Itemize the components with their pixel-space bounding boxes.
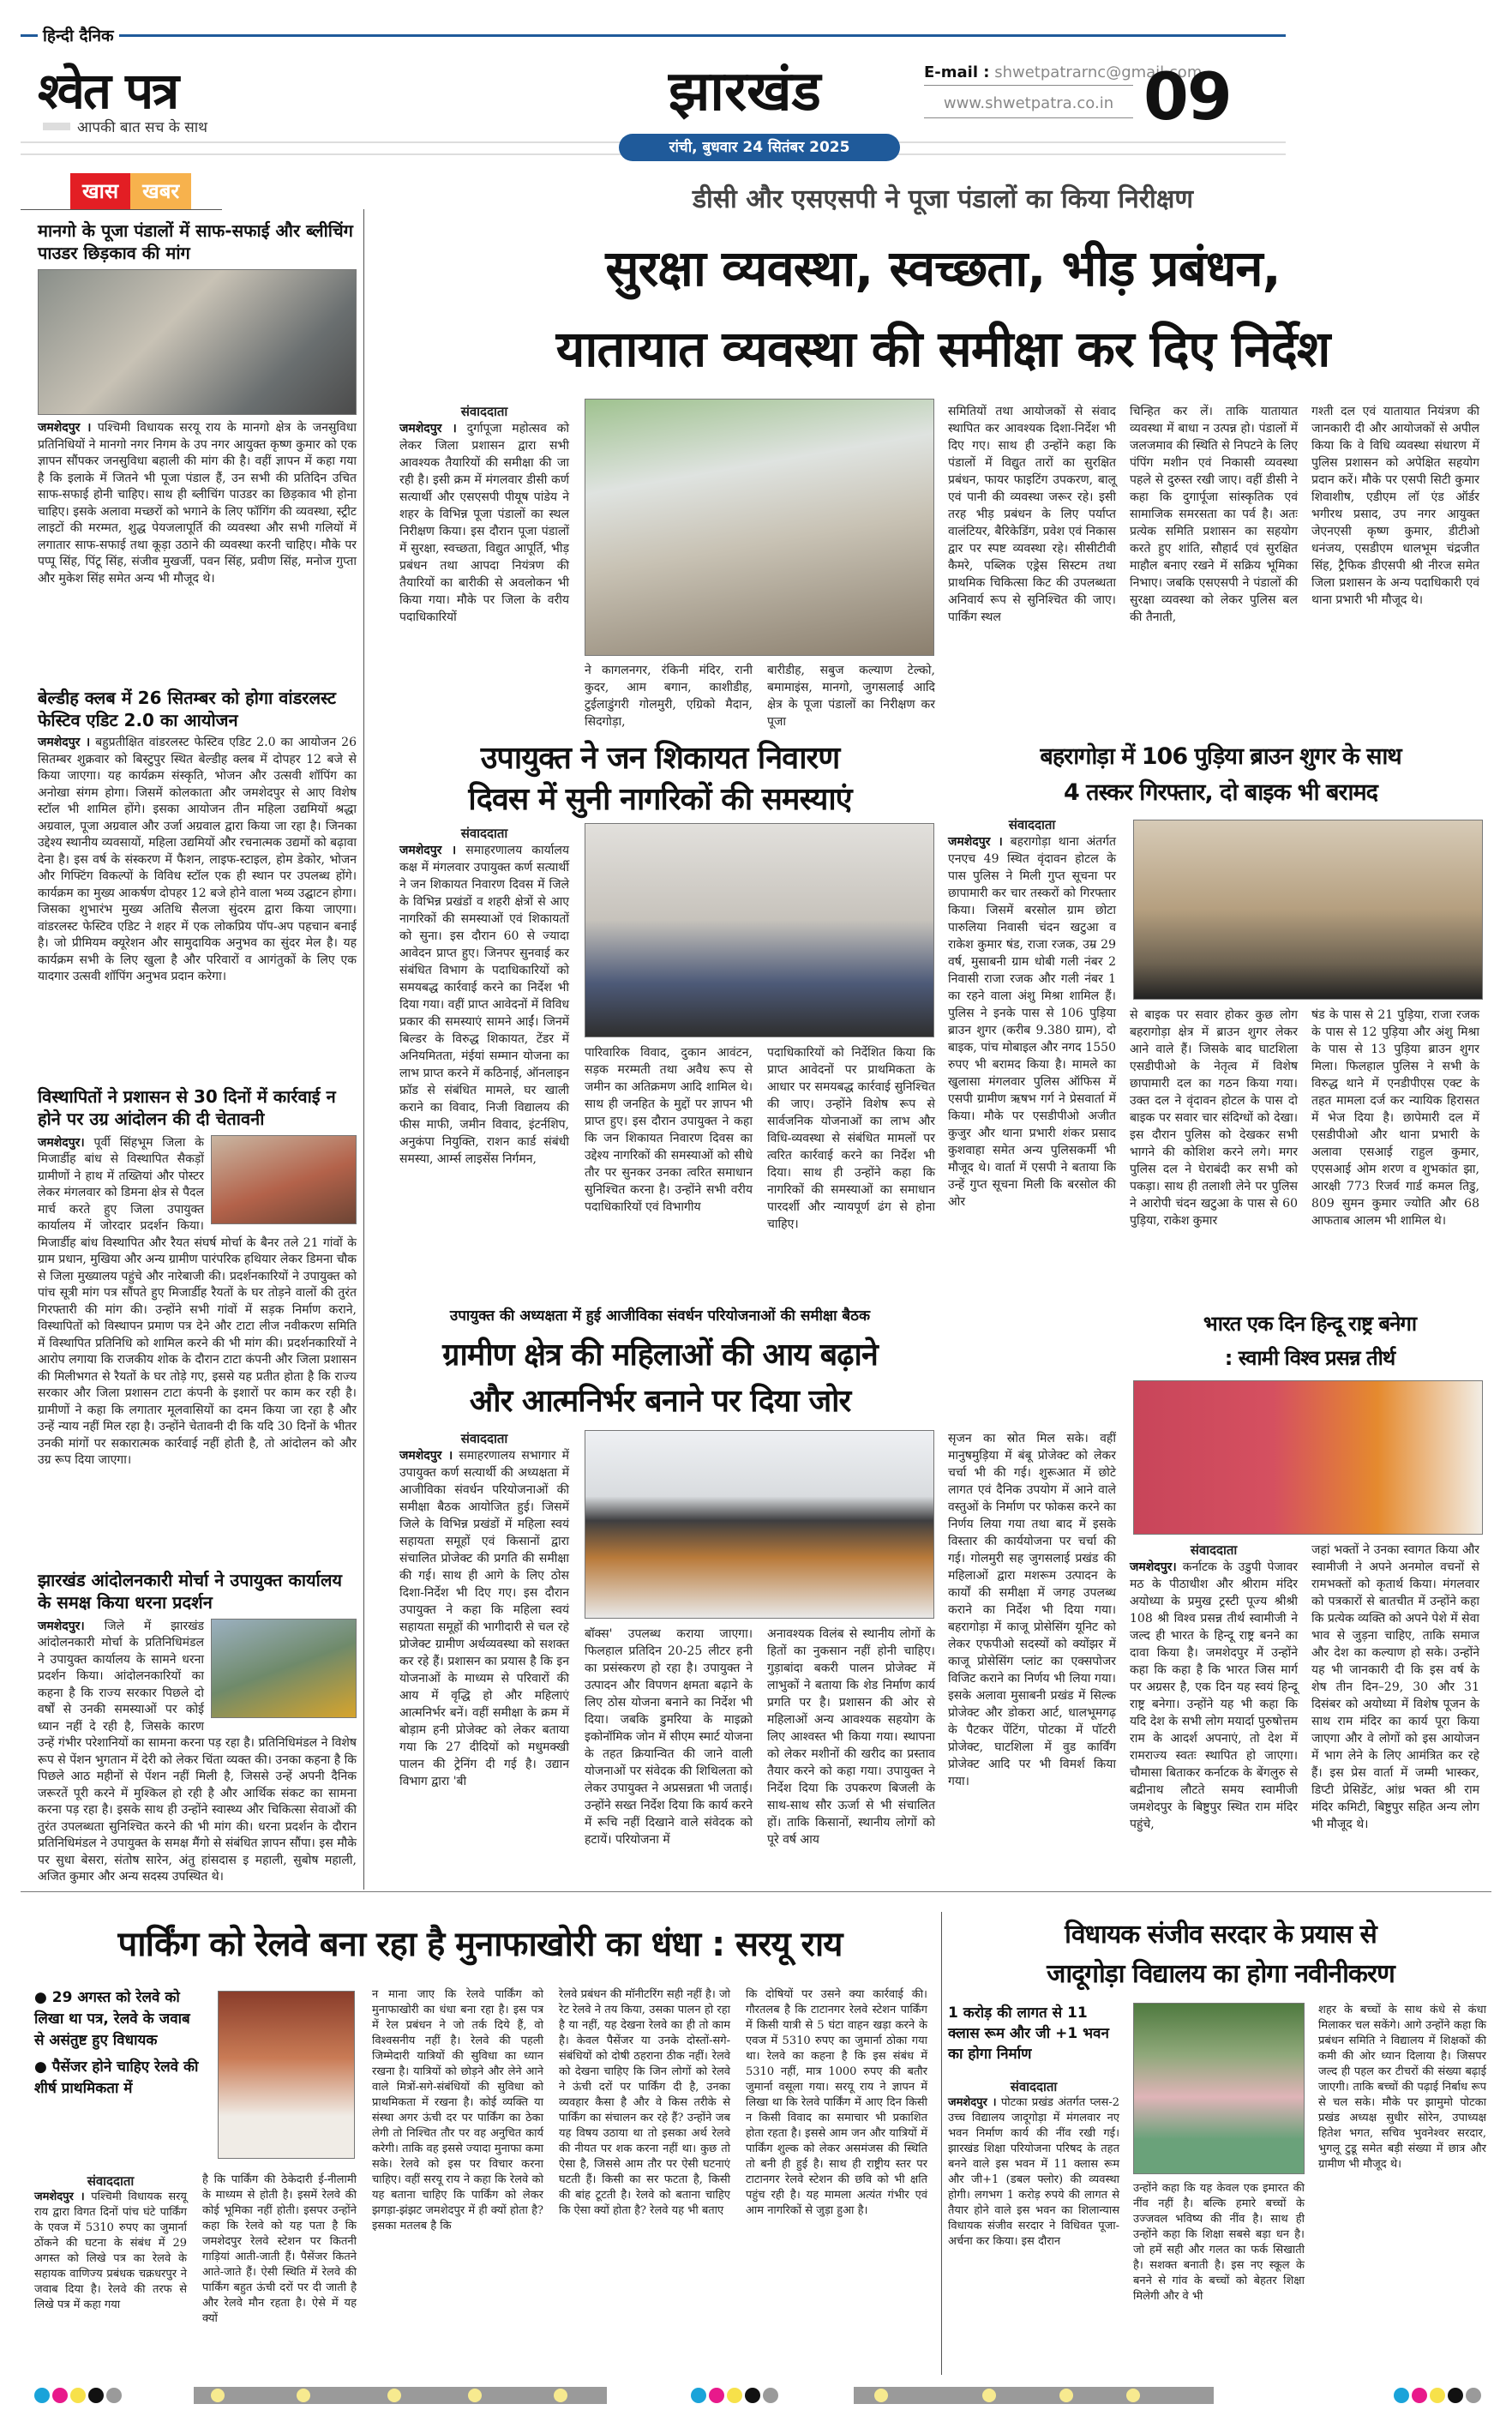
headline: विस्थापितों ने प्रशासन से 30 दिनों में कार्रवाई न होने पर उग्र आंदोलन की दी चेतावनी: [38, 1085, 336, 1129]
lead-col-2: ने कागलनगर, रंकिनी मंदिर, रानी कुदर, आम बगान, काशीडीह, टुईलाडुंगरी गोलमुरी, एग्रिको मैदान, सिदगोड़ा,: [585, 664, 753, 729]
yellow-dot: [70, 2388, 86, 2403]
lead-kicker: डीसी और एसएसपी ने पूजा पंडालों का किया निरीक्षण: [692, 184, 1194, 214]
print-registration-dots-right: [1394, 2388, 1484, 2407]
black-dot: [1448, 2388, 1463, 2403]
left-column-divider: [363, 209, 364, 1890]
story-body: जमशेदपुर । बहुप्रतीक्षित वांडरलस्ट फेस्टिव एडिट 2.0 का आयोजन 26 सितम्बर शुक्रवार को बिस्टुपुर स्थित बेल्डीह क्लब में दोपहर 12 बजे से किया जाएगा। यह कार्यक्रम संस्कृति, भोजन और उत्सवी शॉपिंग का अनोखा संगम होगा। जिसमें कोलकाता और जमशेदपुर से आए विशेष स्टॉल भी शामिल होंगे। इसका आयोजन तीन महिला उद्यमियों श्रद्धा अग्रवाल, पूजा अग्रवाल और उर्जा अग्रवाल द्वारा किया जा रहा है। जिनका उद्देश्य स्थानीय व्यवसायों, महिला उद्यमियों और रचनात्मक उद्यमों को बढ़ावा देना है। इस वर्ष के संस्करण में फैशन, लाइफ-स्टाइल, होम डेकोर, भोजन और गिफ्टिंग विकल्पों के विविध स्टॉल एक ही स्थान पर उपलब्ध होंगे। कार्यक्रम का मुख्य आकर्षण दोपहर 12 बजे होने वाला भव्य उद्घाटन होगा। जिसका शुभारंभ मुख्य अतिथि सैलजा सुंदरम द्वारा किया जाएगा। वांडरलस्ट फेस्टिव एडिट ने शहर में एक लोकप्रिय पॉप-अप पहचान बनाई है। जो प्रीमियम क्यूरेशन और सामुदायिक अनुभव का सुंदर मेल है। यह कार्यक्रम सभी के लिए खुला है और परिवारों व आगंतुकों के लिए एक यादगार उत्सवी शॉपिंग अनुभव प्रदान करेगा।: [38, 736, 357, 984]
lead-photo-inspection: [585, 399, 934, 656]
highlight-item: ● 29 अगस्त को रेलवे को लिखा था पत्र, रेलवे के जवाब से असंतुष्ट हुए विधायक: [34, 1989, 190, 2049]
swami-headline-line1: भारत एक दिन हिन्दू राष्ट्र बनेगा: [1203, 1312, 1417, 1336]
lead-col-6: गश्ती दल एवं यातायात नियंत्रण की जानकारी दी और आयोजकों से अपील किया कि वे विधि व्यवस्था संधारण में पुलिस प्रशासन को अपेक्षित सहयोग प्रदान करें। मौके पर एसपी सिटी कुमार शिवाशीष, एडीएम लॉ एंड ऑर्डर भगीरथ प्रसाद, उप नगर आयुक्त जेएनएसी कृष्ण कुमार, डीटीओ धनंजय, एसडीएम धालभूम चंद्रजीत सिंह, ट्रैफिक डीएसपी श्री नीरज समेत जिला प्रशासन के अन्य पदाधिकारी एवं थाना प्रभारी भी मौजूद थे।: [1311, 405, 1479, 607]
grievance-photo-meeting: [585, 823, 934, 1037]
news-photo: [38, 269, 357, 415]
saryu-rai-photo: [218, 1991, 355, 2159]
story-body: जमशेदपुर । दुर्गापूजा महोत्सव को लेकर जिला प्रशासन द्वारा सभी आवश्यक तैयारियों की समीक्षा की जा रही है। इसी क्रम में मंगलवार डीसी कर्ण सत्यार्थी और एसएसपी पीयूष पांडेय ने शहर के विभिन्न पूजा पंडालों का स्थल निरीक्षण किया। इस दौरान पूजा पंडालों में सुरक्षा, स्वच्छता, विद्युत आपूर्ति, भीड़ प्रबंधन तथा आपदा नियंत्रण की तैयारियों का बारीकी से अवलोकन भी किया गया। मौके पर जिला के वरीय पदाधिकारियों: [399, 422, 570, 624]
school-subhead: 1 करोड़ की लागत से 11 क्लास रूम और जी +1 भवन का होगा निर्माण: [948, 2004, 1109, 2063]
email-link[interactable]: shwetpatrarnc@gmail.com: [994, 63, 1203, 81]
livelihood-headline-line1: ग्रामीण क्षेत्र की महिलाओं की आय बढ़ाने: [442, 1337, 878, 1373]
school-col-2: उन्होंने कहा कि यह केवल एक इमारत की नींव नहीं है। बल्कि हमारे बच्चों के उज्जवल भविष्य की नींव है। साथ ही उन्होंने कहा कि शिक्षा सबसे बड़ा धन है। जो हमें सही और गलत का फर्क सिखाती है। सशक्त बनाती है। इस नए स्कूल के बनने से गांव के बच्चों को बेहतर शिक्षा मिलेगी और वे भी: [1133, 2182, 1305, 2303]
left-column: [38, 219, 357, 1886]
story-displaced-protest: [38, 1085, 357, 1469]
livelihood-col-1: [399, 1430, 569, 1884]
drug-col-3: षंड के पास से 21 पुड़िया, राजा रजक के पास से 12 पुड़िया और अंशु मिश्रा के पास से 13 पुड़िया ब्राउन शुगर मिला। फिलहाल पुलिस ने सभी के विरुद्ध थाने में एनडीपीएस एक्ट के तहत मामला दर्ज कर न्यायिक हिरासत में भेज दिया है। छापेमारी दल में एसडीपीओ और थाना प्रभारी के अलावा एसआई राहुल कुमार, एएसआई ओम शरण व शुभकांत झा, आरक्षी 773 रिजर्व गार्ड कमल तिडु, 809 सुमन कुमार ज्योति और 68 आफताब आलम भी शामिल थे।: [1311, 1008, 1479, 1228]
swami-col-2: जहां भक्तों ने उनका स्वागत किया और स्वामीजी ने अपने अनमोल वचनों से रामभक्तों को कृतार्थ किया। मंगलवार को पत्रकारों से बातचीत में उन्होंने कहा कि प्रत्येक व्यक्ति को अपने पेशे में सेवा भाव से जुड़ना चाहिए, ताकि समाज और देश का कल्याण हो सके। उन्होंने यह भी जानकारी दी कि इस वर्ष के शेष तीन दिन–29, 30 और 31 दिसंबर को अयोध्या में विशेष पूजन के साथ राम मंदिर का कार्य पूरा किया जाएगा और वे लोगों को इस आयोजन में भाग लेने के लिए आमंत्रित कर रहे हैं। इस प्रेस वार्ता में जम्मी भास्कर, डिप्टी प्रेसिडेंट, आंध्र भक्त श्री राम मंदिर कमिटी, बिष्टुपुर सहित अन्य लोग भी मौजूद थे।: [1311, 1543, 1479, 1831]
drug-col-2: से बाइक पर सवार होकर कुछ लोग बहरागोड़ा क्षेत्र में ब्राउन शुगर लेकर आने वाले हैं। जिसके बाद घाटशिला एसडीपीओ के नेतृत्व में विशेष छापामारी दल का गठन किया गया। उक्त दल ने वृंदावन होटल के पास दो बाइक पर सवार चार संदिग्धों को देखा। इस दौरान पुलिस को देखकर सभी भागने की कोशिश करने लगे। मगर पुलिस दल ने घेराबंदी कर सभी को पकड़ा। साथ ही तलाशी लेने पर पुलिस ने आरोपी चंदन खटुआ के पास से 60 पुड़िया, राकेश कुमार: [1130, 1008, 1298, 1228]
story-andolankari-morcha: [38, 1569, 357, 1886]
byline: संवाददाता: [1190, 1542, 1238, 1558]
byline: संवाददाता: [87, 2173, 135, 2189]
livelihood-photo-meeting-hall: [585, 1430, 934, 1619]
byline: संवाददाता: [460, 404, 508, 419]
story-body: जमशेदपुर । समाहरणालय कार्यालय कक्ष में मंगलवार उपायुक्त कर्ण सत्यार्थी ने जन शिकायत निवारण दिवस में जिले के विभिन्न प्रखंडों व शहरी क्षेत्रों से आए नागरिकों की समस्याओं एवं शिकायतों को सुना। इस दौरान 60 से ज्यादा आवेदन प्राप्त हुए। जिनपर सुनवाई कर संबंधित विभाग के पदाधिकारियों को समयबद्ध कार्रवाई करने का निर्देश भी दिया गया। वहीं प्राप्त आवेदनों में विविध प्रकार की समस्याएं सामने आईं। जिनमें बिल्डर के विरुद्ध शिकायत, टेंडर में अनियमितता, मंईयां सम्मान योजना का लाभ प्राप्त करने में कठिनाई, ऑनलाइन फ्रॉड से संबंधित मामले, घर खाली कराने का विवाद, निजी विद्यालय की फीस माफी, जमीन विवाद, इंटर्नशिप, अनुकंपा नियुक्ति, राशन कार्ड संबंधी समस्या, आर्म्स लाइसेंस निर्गमन,: [399, 844, 570, 1166]
livelihood-col-4: सृजन का स्रोत मिल सके। वहीं मानुषमुड़िया में बंबू प्रोजेक्ट को लेकर चर्चा भी की गई। शुरूआत में छोटे लागत एवं दैनिक उपयोग में आने वाले वस्तुओं के निर्माण पर फोकस करने का निर्णय लिया गया तथा बाद में इसके विस्तार की कार्ययोजना पर चर्चा की गई। गोलमुरी सह जुगसलाई प्रखंड की महिलाओं द्वारा मशरूम उत्पादन के कार्यों की समीक्षा में जगह उपलब्ध कराने का निर्देश भी दिया गया। बहरागोड़ा में काजू प्रोसेसिंग यूनिट को लेकर एफपीओ सदस्यों को क्योंझर में काजू प्रोसेसिंग प्लांट का एक्सपोजर विजिट कराने का निर्णय भी लिया गया। इसके अलावा मुसाबनी प्रखंड में सिल्क प्रोजेक्ट और डोकरा आर्ट, धालभूमगढ़ के पैटकर पेंटिंग, पोटका में पॉटरी प्रोजेक्ट, घाटशिला में वुड कार्विंग प्रोजेक्ट आदि पर भी विमर्श किया गया।: [948, 1432, 1116, 1788]
drug-headline-line1: बहरागोड़ा में 106 पुड़िया ब्राउन शुगर के साथ: [1040, 743, 1401, 770]
masthead: [0, 0, 1512, 163]
left-column-top-rule: [21, 209, 222, 210]
gray-dot: [106, 2388, 122, 2403]
story-wanderlust: [38, 687, 357, 986]
tagline: आपकी बात सच के साथ: [77, 119, 208, 136]
cyan-dot: [1394, 2388, 1409, 2403]
parking-col-2: है कि पार्किंग की ठेकेदारी ई-नीलामी के माध्यम से होती है। इसमें रेलवे की कोई भूमिका नहीं होती। इसपर उन्होंने कहा कि रेलवे को यह पता है कि जमशेदपुर रेलवे स्टेशन पर कितनी गाड़ियां आती-जाती हैं। पैसेंजर कितने आते-जाते हैं। ऐसी स्थिति में रेलवे की पार्किंग बहुत ऊंची दरों पर दी जाती है और रेलवे मौन रहता है। ऐसे में यह क्यों: [202, 2173, 357, 2325]
headline: बेल्डीह क्लब में 26 सितम्बर को होगा वांडरलस्ट फेस्टिव एडिट 2.0 का आयोजन: [38, 688, 336, 731]
school-headline-line2: जादूगोड़ा विद्यालय का होगा नवीनीकरण: [1047, 1959, 1395, 1989]
gray-dot: [763, 2388, 778, 2403]
email-line: [924, 63, 1203, 86]
dharna-photo: [211, 1619, 357, 1718]
print-strip-left: [194, 2387, 607, 2404]
lead-col-3: बारीडीह, सबुज कल्याण टेल्को, बमामाइंस, मानगो, जुगसलाई आदि क्षेत्र के पूजा पंडालों का निरीक्षण कर पूजा: [767, 664, 935, 729]
print-registration-dots-center: [691, 2388, 781, 2407]
black-dot: [88, 2388, 104, 2403]
website-link[interactable]: www.shwetpatra.co.in: [924, 94, 1133, 118]
cyan-dot: [691, 2388, 706, 2403]
gray-dot: [1466, 2388, 1481, 2403]
grievance-col-2: पारिवारिक विवाद, दुकान आवंटन, सड़क मरम्मती तथा अवैध रूप से जमीन का अतिक्रमण आदि शामिल थे। साथ ही जनहित के मुद्दों पर ज्ञापन भी प्राप्त हुए। इस दौरान उपायुक्त ने कहा कि जन शिकायत निवारण दिवस का उद्देश्य नागरिकों की समस्याओं को सीधे तौर पर सुनकर उनका त्वरित समाधान सुनिश्चित करना है। उन्होंने सभी वरीय पदाधिकारियों एवं विभागीय: [585, 1046, 753, 1214]
lead-col-5: चिन्हित कर लें। ताकि यातायात व्यवस्था में बाधा न उत्पन्न हो। पंडालों में जलजमाव की स्थिति से निपटने के लिए पंपिंग मशीन एवं निकासी व्यवस्था पहले से दुरुस्त रखी जाए। वहीं डीसी ने कहा कि दुगार्पूजा सांस्कृतिक एवं सामाजिक समरसता का पर्व है। अतः प्रत्येक समिति प्रशासन का सहयोग करते हुए शांति, सौहार्द एवं सुरक्षित माहौल बनाए रखने में सक्रिय भूमिका निभाए। जबकि एसएसपी ने पंडालों की सुरक्षा व्यवस्था को लेकर पुलिस बल की तैनाती,: [1130, 405, 1298, 624]
school-col-3: शहर के बच्चों के साथ कंधे से कंधा मिलाकर चल सकेंगे। आगे उन्होंने कहा कि प्रबंधन समिति ने विद्यालय में शिक्षकों की कमी की ओर ध्यान दिलाया है। जिसपर जल्द ही पहल कर टीचरों की संख्या बढ़ाई जाएगी। ताकि बच्चों की पढ़ाई निर्बाध रूप से चल सके। मौके पर झामुमो पोटका प्रखंड अध्यक्ष सुधीर सोरेन, उपाध्यक्ष हितेश भगत, सचिव भुवनेश्वर सरदार, भुगलू टुडू समेत बड़ी संख्या में छात्र और ग्रामीण भी मौजूद थे।: [1318, 2004, 1486, 2171]
livelihood-col-3: अनावश्यक विलंब से स्थानीय लोगों के हितों का नुकसान नहीं होनी चाहिए। गुड़ाबांदा बकरी पालन प्रोजेक्ट में लाभुकों ने बताया कि शेड निर्माण कार्य प्रगति पर है। प्रशासन की ओर से महिलाओं अन्य आवश्यक सहयोग के लिए आश्वस्त भी किया गया। स्थापना को लेकर मशीनों की खरीद का प्रस्ताव तैयार करने को कहा गया। उपायुक्त ने निर्देश दिया कि उपकरण बिजली के साथ-साथ सौर ऊर्जा से भी संचालित हों। ताकि किसानों, स्थानीय लोगों को पूरे वर्ष आय: [767, 1627, 935, 1847]
school-photo: [1133, 2003, 1305, 2174]
headline: मानगो के पूजा पंडालों में साफ-सफाई और ब्लीचिंग पाउडर छिड़काव की मांग: [38, 220, 353, 263]
paper-name-logo: श्वेत पत्र: [38, 62, 178, 120]
khas-label: खास: [70, 173, 130, 209]
drug-photo-press: [1133, 820, 1483, 1000]
story-body: जमशेदपुर । पश्चिमी विधायक सरयू राय के मानगो क्षेत्र के जनसुविधा प्रतिनिधियों ने मानगो नगर निगम के उप नगर आयुक्त कृष्ण कुमार को एक ज्ञापन सौंपकर जनसुविधा बहाली की मांग की है। वहीं ज्ञापन में कहा गया है कि इलाके में जितने भी पूजा पंडाल हैं, उन सभी की प्रतिदिन उचित साफ-सफाई होनी चाहिए। साथ ही ब्लीचिंग पाउडर का छिड़काव भी होना चाहिए। इसके अलावा मच्छरों को भगाने के लिए फॉगिंग की व्यवस्था, स्ट्रीट लाइटों की मरम्मत, शुद्ध पेयजलापूर्ति की व्यवस्था और सभी गलियों में लगातार साफ-सफाई तथा कूड़ा उठाने की व्यवस्था करनी चाहिए। मौके पर पप्पू सिंह, पिंटू सिंह, संजीव मुखर्जी, पवन सिंह, प्रवीण सिंह, मनोज गुप्ता और मुकेश सिंह समेत अन्य भी मौजूद थे।: [38, 421, 357, 586]
parking-col-5: कि दोषियों पर उसने क्या कार्रवाई की। गौरतलब है कि टाटानगर रेलवे स्टेशन पार्किंग में किसी यात्री से 5 घंटा वाहन खड़ा करने के एवज में 5310 रुपए का जुमार्ना ठोका गया था। रेलवे का कहना है कि इस संबंध में 5310 नहीं, मात्र 1000 रुपए की बतौर जुमार्ना वसूला गया। सरयू राय ने ज्ञापन में लिखा था कि रेलवे पार्किंग में आए दिन किसी न किसी विवाद का समाचार भी प्रकाशित होता रहता है। इससे आम जन और यात्रियों में पार्किंग शुल्क को लेकर असमंजस की स्थिति तो बनी ही हुई है। साथ ही राष्ट्रीय स्तर पर टाटानगर रेलवे स्टेशन की छवि को भी क्षति पहुंच रही है। यह मामला अत्यंत गंभीर एवं आम नागरिकों से जुड़ा हुआ है।: [746, 1988, 927, 2217]
highlight-item: ● पैसेंजर होने चाहिए रेलवे की शीर्ष प्राथमिकता में: [34, 2058, 199, 2097]
parking-headline: पार्किंग को रेलवे बना रहा है मुनाफाखोरी का धंधा : सरयू राय: [117, 1925, 843, 1964]
yellow-dot: [1430, 2388, 1445, 2403]
parking-highlights: [34, 1987, 202, 2167]
grievance-col-3: पदाधिकारियों को निर्देशित किया कि प्राप्त आवेदनों पर प्राथमिकता के आधार पर समयबद्ध कार्रवाई सुनिश्चित की जाए। उन्होंने विशेष रूप से सार्वजनिक योजनाओं का लाभ और विधि-व्यवस्था से संबंधित मामलों पर त्वरित कार्रवाई करने का निर्देश भी दिया। साथ ही उन्होंने कहा कि नागरिकों की समस्याओं का समाधान पारदर्शी और न्यायपूर्ण ढंग से होना चाहिए।: [767, 1046, 935, 1231]
print-registration-dots-left: [34, 2388, 124, 2407]
swami-headline-line2: : स्वामी विश्व प्रसन्न तीर्थ: [1224, 1346, 1395, 1370]
livelihood-col-2: बॉक्स' उपलब्ध कराया जाएगा। फिलहाल प्रतिदिन 20-25 लीटर हनी का प्रसंस्करण हो रहा है। उपायुक्त ने उत्पादन और विपणन क्षमता बढ़ाने के लिए ठोस योजना बनाने का निर्देश भी दिया। जबकि डुमरिया के माइक्रो इकोनॉमिक जोन में सीएम स्मार्ट योजना के तहत क्रियान्वित की जाने वाली योजनाओं पर संवेदक की शिथिलता को लेकर उपायुक्त ने अप्रसन्नता भी जताई। उन्होंने सख्त निर्देश दिया कि कार्य करने में रूचि नहीं दिखाने वाले संवेदक को हटायें। परियोजना में: [585, 1627, 753, 1847]
headline: झारखंड आंदोलनकारी मोर्चा ने उपायुक्त कार्यालय के समक्ष किया धरना प्रदर्शन: [38, 1569, 342, 1613]
bottom-divider: [941, 1912, 942, 2375]
byline: संवाददाता: [1008, 817, 1056, 832]
black-dot: [745, 2388, 760, 2403]
story-body: जमशेदपुर। जिले में झारखंड आंदोलनकारी मोर्चा के प्रतिनिधिमंडल ने उपायुक्त कार्यालय के सामने धरना प्रदर्शन किया। आंदोलनकारियों का कहना है कि राज्य सरकार पिछले दो वर्षों से उनकी समस्याओं पर कोई ध्यान नहीं दे रही है, जिसके कारण उन्हें गंभीर परेशानियों का सामना करना पड़ रहा है। प्रतिनिधिमंडल ने विशेष रूप से पेंशन भुगतान में देरी को लेकर चिंता व्यक्त की। उनका कहना है कि पिछले आठ महीनों से पेंशन नहीं मिली है, जिससे उन्हें अपनी दैनिक जरूरतें पूरी करने में मुश्किल हो रही है और आर्थिक संकट का सामना करना पड़ रहा है। इसके साथ ही उन्होंने स्वास्थ्य और चिकित्सा सेवाओं की तुरंत उपलब्धता सुनिश्चित करने की भी मांग की। धरना प्रदर्शन के दौरान प्रतिनिधिमंडल ने उपायुक्त के समक्ष मैंगो से संबंधित ज्ञापन सौंपा। इस मौके पर सुधा बेसरा, संतोष सारेन, अंतु हांसदास इ महाली, सुबोष महाली, अजित कुमार और अन्य सदस्य उपस्थित थे।: [38, 1619, 357, 1884]
cyan-dot: [34, 2388, 50, 2403]
story-body: जमशेदपुर । समाहरणालय सभागार में उपायुक्त कर्ण सत्यार्थी की अध्यक्षता में आजीविका संवर्धन परियोजनाओं की समीक्षा बैठक आयोजित हुई। जिसमें जिले के विभिन्न प्रखंडों में महिला स्वयं सहायता समूहों एवं किसानों द्वारा संचालित प्रोजेक्ट की प्रगति की समीक्षा की गई। साथ ही आगे के लिए ठोस दिशा-निर्देश भी दिए गए। इस दौरान उपायुक्त ने कहा कि महिला स्वयं सहायता समूहों की भागीदारी से चल रहे प्रोजेक्ट ग्रामीण अर्थव्यवस्था को सशक्त कर रहे हैं। प्रशासन का प्रयास है कि इन योजनाओं के माध्यम से परिवारों की आय में वृद्धि हो और महिलाएं आत्मनिर्भर बनें। वहीं समीक्षा के क्रम में बोड़ाम हनी प्रोजेक्ट को लेकर बताया गया कि 27 दीदियों को मधुमक्खी पालन की ट्रेनिंग दी गई है। उद्यान विभाग द्वारा 'बी: [399, 1449, 570, 1788]
drug-col-1: [948, 816, 1116, 1296]
byline: संवाददाता: [460, 1431, 508, 1446]
swami-photo: [1133, 1380, 1483, 1535]
livelihood-headline-line2: और आत्मनिर्भर बनाने पर दिया जोर: [469, 1384, 851, 1419]
parking-col-1: [34, 2173, 187, 2366]
story-body: जमशेदपुर। कर्नाटक के उडुपी पेजावर मठ के पीठाधीश और श्रीराम मंदिर अयोध्या के प्रमुख ट्रस्टी पूज्य श्रीश्री 108 श्री विश्व प्रसन्न तीर्थ स्वामीजी ने जल्द ही भारत के हिन्दू राष्ट्र बनने का दावा किया है। जमशेदपुर में उन्होंने कहा कि कहा है कि भारत जिस मार्ग पर अग्रसर है, एक दिन यह स्वयं हिन्दू राष्ट्र बनेगा। उन्होंने यह भी कहा कि यदि देश के सभी लोग मयार्दा पुरुषोत्तम राम के आदर्श अपनाएं, तो देश में रामराज्य स्वतः स्थापित हो जाएगा। चौमासा बिताकर कर्नाटक के बेंगलुरु से बद्रीनाथ लौटते समय स्वामीजी जमशेदपुर के बिष्टुपुर स्थित राम मंदिर पहुंचे,: [1130, 1560, 1298, 1831]
lead-headline-line1: सुरक्षा व्यवस्था, स्वच्छता, भीड़ प्रबंधन,: [605, 239, 1281, 297]
email-label: E-mail :: [924, 63, 990, 81]
grievance-headline-line2: दिवस में सुनी नागरिकों की समस्याएं: [468, 782, 852, 817]
tagline-bar: [43, 123, 70, 130]
lead-headline-line2: यातायात व्यवस्था की समीक्षा कर दिए निर्देश: [555, 320, 1330, 378]
byline: संवाददाता: [460, 826, 508, 841]
magenta-dot: [1412, 2388, 1427, 2403]
daily-label: हिन्दी दैनिक: [38, 24, 119, 46]
lead-col-4: समितियों तथा आयोजकों से संवाद स्थापित कर आवश्यक दिशा-निर्देश भी दिए गए। साथ ही उन्होंने कहा कि पंडालों में विद्युत तारों का सुरक्षित प्रबंधन, फायर फाइटिंग उपकरण, बालू एवं पानी की व्यवस्था जरूर रहे। इसी तरह भीड़ प्रबंधन के लिए पर्याप्त वालंटियर, बैरिकेडिंग, प्रवेश एवं निकास द्वार पर स्पष्ट व्यवस्था रहे। सीसीटीवी कैमरे, पब्लिक एड्रेस सिस्टम तथा प्राथमिक चिकित्सा किट की उपलब्धता अनिवार्य रूप से सुनिश्चित की जाए। पार्किंग स्थल: [948, 405, 1116, 624]
story-body: जमशेदपुर। पूर्वी सिंहभूम जिला के मिजार्डीह बांध से विस्थापित सैकड़ों ग्रामीणों ने हाथ में तख्तियां और पोस्टर लेकर मंगलवार को डिमना क्षेत्र से पैदल मार्च करते हुए जिला उपायुक्त कार्यालय में जोरदार प्रदर्शन किया। मिजार्डीह बांध विस्थापित और रैयत संघर्ष मोर्चा के बैनर तले 21 गांवों के ग्राम प्रधान, मुखिया और अन्य ग्रामीण पारंपरिक हथियार लेकर डिमना चौक से जिला मुख्यालय पहुंचे और नारेबाजी की। प्रदर्शनकारियों ने उपायुक्त को पांच सूत्री मांग पत्र सौंपते हुए मिजार्डीह रैयतों के घर तोड़ने वालों की तुरंत गिरफ्तारी की मांग की। उन्होंने सभी गांवों में सड़क निर्माण कराने, विस्थापितों को विस्थापन प्रमाण पत्र देने और टाटा लीज नवीकरण समिति में विस्थापित प्रतिनिधि को शामिल करने की भी मांग की। प्रदर्शनकारियों ने आरोप लगाया कि राजकीय शोक के दौरान टाटा कंपनी और जिला प्रशासन की मिलीभगत से रैयतों के घर तोड़े गए, इससे यह प्रतीत होता है कि राज्य सरकार और जिला प्रशासन टाटा कंपनी के इशारों पर काम कर रही है। ग्रामीणों ने कहा कि लगातार मूलवासियों का दमन किया जा रहा है और उन्हें न्याय नहीं मिल रहा है। उन्होंने चेतावनी दी कि यदि 30 दिनों के भीतर उनकी मांगों पर सकारात्मक कार्रवाई नहीं होती है, तो आंदोलन को और उग्र रूप दिया जाएगा।: [38, 1135, 357, 1468]
magenta-dot: [709, 2388, 724, 2403]
byline: संवाददाता: [1010, 2079, 1058, 2094]
dateline-pill: [619, 134, 900, 161]
story-body: जमशेदपुर । पश्चिमी विधायक सरयू राय द्वारा विगत दिनों पांच घंटे पार्किंग के एवज में 5310 रुपए का जुमार्ना ठोंकने की घटना के संबंध में 29 अगस्त को लिखे पत्र का रेलवे के सहायक वाणिज्य प्रबंधक चक्रधरपुर ने जवाब दिया है। रेलवे की तरफ से लिखे पत्र में कहा गया: [34, 2191, 187, 2311]
section-title: झारखंड: [669, 60, 821, 123]
drug-headline-line2: 4 तस्कर गिरफ्तार, दो बाइक भी बरामद: [1064, 779, 1377, 806]
grievance-headline-line1: उपायुक्त ने जन शिकायत निवारण: [480, 741, 840, 776]
khas-khabar-badge: [70, 173, 191, 209]
swami-col-1: [1130, 1542, 1298, 1884]
story-body: जमशेदपुर । पोटका प्रखंड अंतर्गत प्लस-2 उच्च विद्यालय जादूगोड़ा में मंगलवार नए भवन निर्माण कार्य की नींव रखी गई। झारखंड शिक्षा परियोजना परिषद के तहत बनने वाले इस भवन में 11 क्लास रूम और जी+1 (डबल फ्लोर) की व्यवस्था होगी। लगभग 1 करोड़ रुपये की लागत से तैयार होने वाले इस भवन का शिलान्यास विधायक संजीव सरदार ने विधिवत पूजा-अर्चना कर किया। इस दौरान: [948, 2096, 1119, 2248]
bottom-band-rule: [21, 1891, 1491, 1892]
parking-col-3: न माना जाए कि रेलवे पार्किंग को मुनाफाखोरी का धंधा बना रहा है। इस पत्र में रेल प्रबंधन ने जो तर्क दिये हैं, वो विश्वसनीय नहीं है। रेलवे की पहली जिम्मेदारी यात्रियों की सुविधा का ध्यान रखना है। यात्रियों को छोड़ने और लेने आने वाले मित्रों-सगे-संबंधियों की सुविधा को प्राथमिकता में रखना है। कोई व्यक्ति या संस्था अगर ऊंची दर पर पार्किंग का ठेका लेगी तो निश्चित तौर पर वह अनुचित कार्य करेगी। ताकि वह इससे ज्यादा मुनाफा कमा सके। रेलवे को इस पर विचार करना चाहिए। वहीं सरयू राय ने कहा कि रेलवे को यह बताना चाहिए कि पार्किंग को लेकर झगड़ा-झंझट जमशेदपुर में ही क्यों होता है? इसका मतलब है कि: [372, 1988, 543, 2233]
dateline-text: रांची, बुधवार 24 सितंबर 2025: [669, 139, 850, 156]
school-col-1: [948, 2078, 1119, 2366]
yellow-dot: [727, 2388, 742, 2403]
school-headline-line1: विधायक संजीव सरदार के प्रयास से: [1065, 1920, 1377, 1950]
story-body: जमशेदपुर । बहरागोड़ा थाना अंतर्गत एनएच 49 स्थित वृंदावन होटल के पास पुलिस ने मिली गुप्त सूचना पर छापामारी कर चार तस्करों को गिरफ्तार किया। जिसमें बरसोल ग्राम छोटा पारुलिया निवासी चंदन खटुआ व राकेश कुमार षंड, राजा रजक, उम्र 29 वर्ष, मुसाबनी ग्राम धोबी गली नंबर 2 निवासी राजा रजक और गली नंबर 1 का रहने वाला अंशु मिश्रा शामिल हैं। पुलिस ने इनके पास से 106 पुड़िया ब्राउन शुगर (करीब 9.380 ग्राम), दो बाइक, पांच मोबाइल और नगद 1550 रुपए भी बरामद किया है। मामले का खुलासा मंगलवार पुलिस ऑफिस में एसपी ग्रामीण ऋषभ गर्ग ने प्रेसवार्ता में किया। मौके पर एसडीपीओ अजीत कुजुर और थाना प्रभारी शंकर प्रसाद कुशवाहा समेत अन्य पुलिसकर्मी भी मौजूद थे। वार्ता में एसपी ने बताया कि उन्हें गुप्त सूचना मिली कि बरसोल की ओर: [948, 835, 1117, 1209]
magenta-dot: [52, 2388, 68, 2403]
parking-col-4: रेलवे प्रबंधन की मॉनीटरिंग सही नहीं है। जो रेट रेलवे ने तय किया, उसका पालन हो रहा है या नहीं, यह देखना रेलवे का ही तो काम है। केवल पैसेंजर या उनके दोस्तों-सगे-संबंधियों को दोषी ठहराना ठीक नहीं। रेलवे को देखना चाहिए कि जिन लोगों को रेलवे ने ऊंची दरों पर पार्किंग दी है, उनका व्यवहार कैसा है और वे किस तरीके से पार्किंग का संचालन कर रहे हैं? उन्होंने जब यह विषय उठाया था तो इसका अर्थ रेलवे की नीयत पर शक करना नहीं था। कुछ तो ऐसा है, जिससे आम तौर पर ऐसी घटनाएं घटती हैं। किसी का सर फटता है, किसी की बांह टूटती है। रेलवे को बताना चाहिए कि ऐसा क्यों होता है? रेलवे यह भी बताए: [559, 1988, 730, 2217]
grievance-col-1: [399, 825, 569, 1295]
lead-col-1: [399, 403, 569, 729]
page-number: 09: [1143, 58, 1231, 135]
story-mango-pandal: [38, 219, 357, 587]
livelihood-kicker: उपायुक्त की अध्यक्षता में हुई आजीविका संवर्धन परियोजनाओं की समीक्षा बैठक: [449, 1307, 871, 1325]
protest-photo: [211, 1135, 357, 1224]
masthead-top-rule: [21, 34, 1286, 37]
khabar-label: खबर: [130, 173, 191, 209]
print-strip-right: [854, 2387, 1214, 2404]
